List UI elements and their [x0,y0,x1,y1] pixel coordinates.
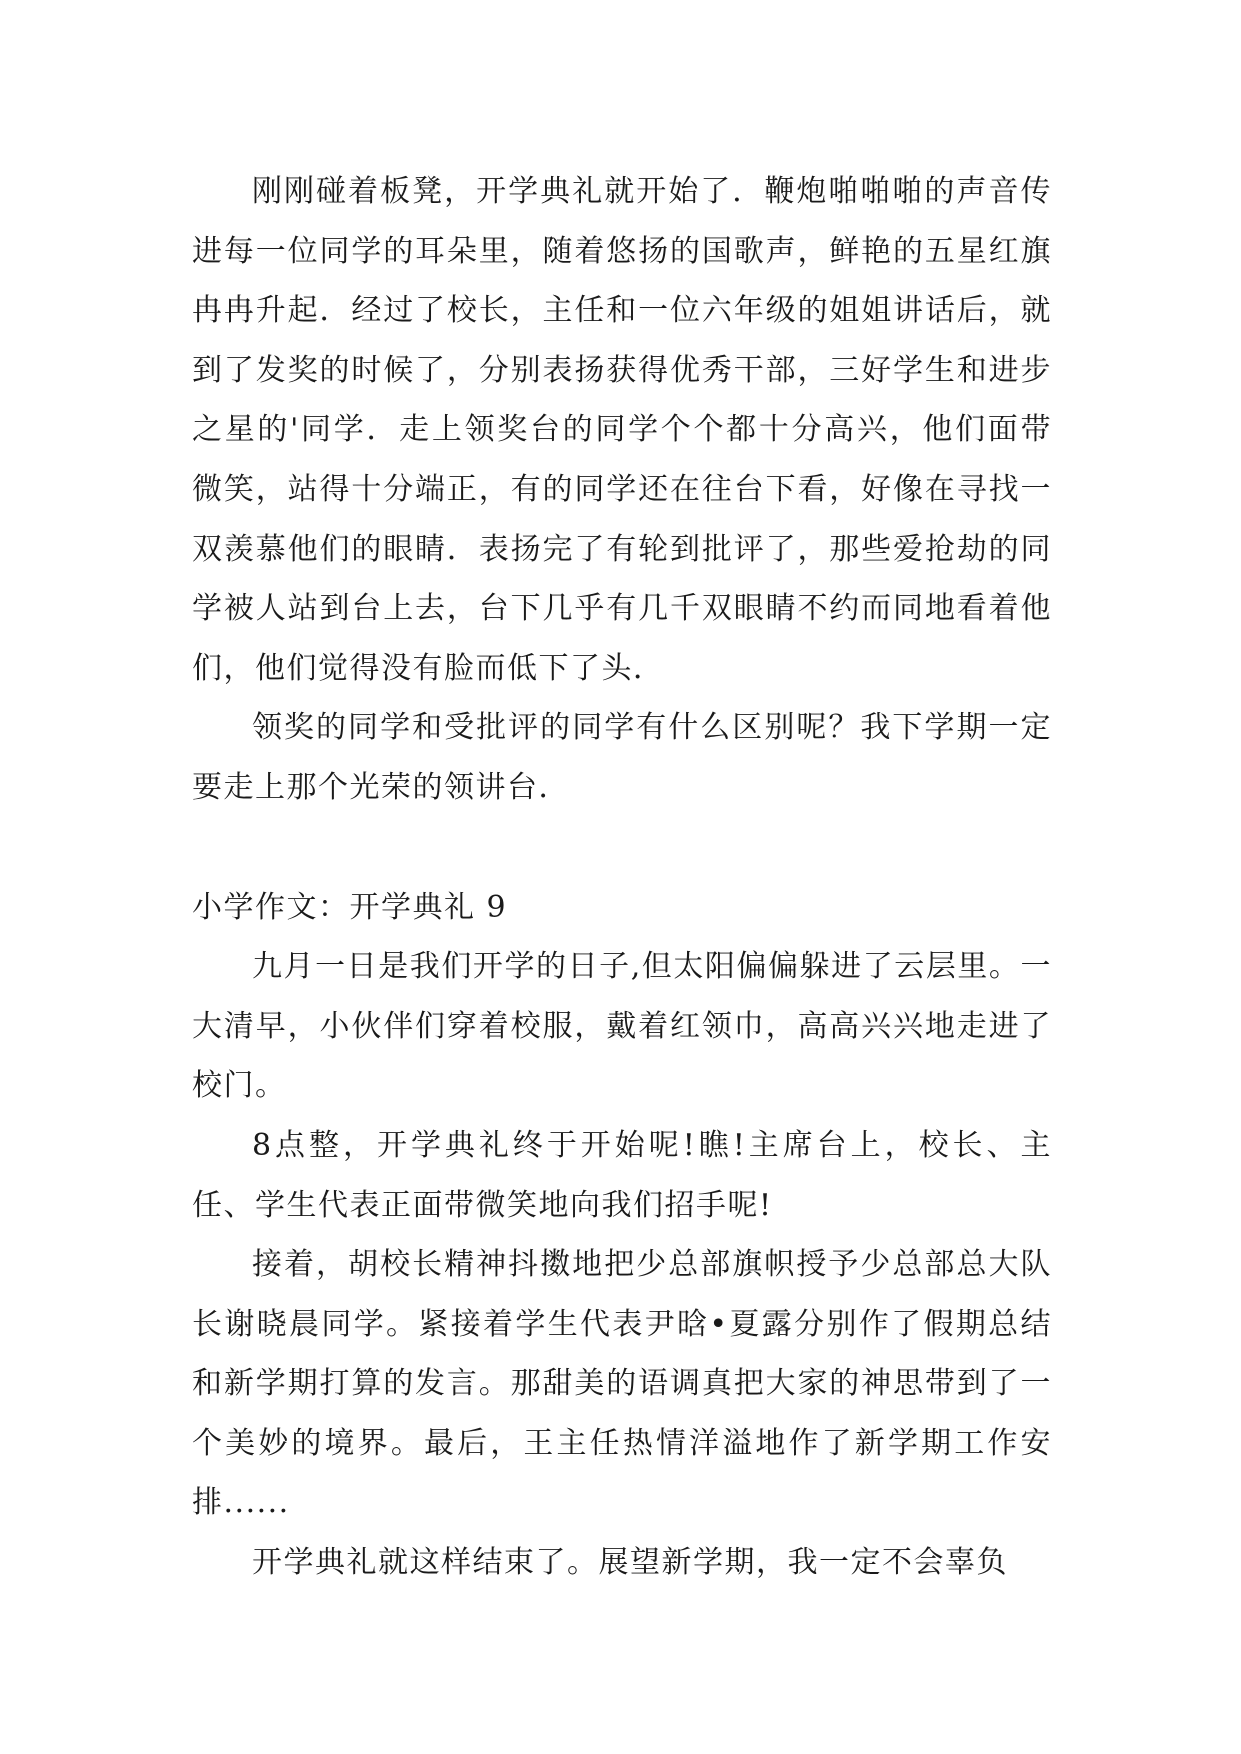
document-body [192,162,1052,1593]
paragraph-ceremony-start: 8点整，开学典礼终于开始呢!瞧!主席台上，校长、主任、学生代表正面带微笑地向我们招手呢! [192,1127,1052,1223]
essay-title: 小学作文：开学典礼 9 [192,889,508,925]
paragraph-reflection: 领奖的同学和受批评的同学有什么区别呢？我下学期一定要走上那个光荣的领讲台． [192,710,1052,805]
paragraph-first-day: 九月一日是我们开学的日子,但太阳偏偏躲进了云层里。一大清早，小伙伴们穿着校服，戴着红领巾，高高兴兴地走进了校门。 [192,949,1052,1104]
paragraph-speeches: 接着，胡校长精神抖擞地把少总部旗帜授予少总部总大队长谢晓晨同学。紧接着学生代表尹晗•夏露分别作了假期总结和新学期打算的发言。那甜美的语调真把大家的神思带到了一个美妙的境界。最后，王主任热情洋溢地作了新学期工作安排...... [192,1247,1052,1521]
section-spacer [192,818,1052,878]
paragraph-ceremony-description: 刚刚碰着板凳，开学典礼就开始了．鞭炮啪啪啪的声音传进每一位同学的耳朵里，随着悠扬的国歌声，鲜艳的五星红旗冉冉升起．经过了校长，主任和一位六年级的姐姐讲话后，就到了发奖的时候了，分别表扬获得优秀干部，三好学生和进步之星的'同学．走上领奖台的同学个个都十分高兴，他们面带微笑，站得十分端正，有的同学还在往台下看，好像在寻找一双羡慕他们的眼睛．表扬完了有轮到批评了，那些爱抢劫的同学被人站到台上去，台下几乎有几千双眼睛不约而同地看着他们，他们觉得没有脸而低下了头． [192,174,1052,686]
paragraph-ending: 开学典礼就这样结束了。展望新学期，我一定不会辜负 [252,1545,1008,1581]
